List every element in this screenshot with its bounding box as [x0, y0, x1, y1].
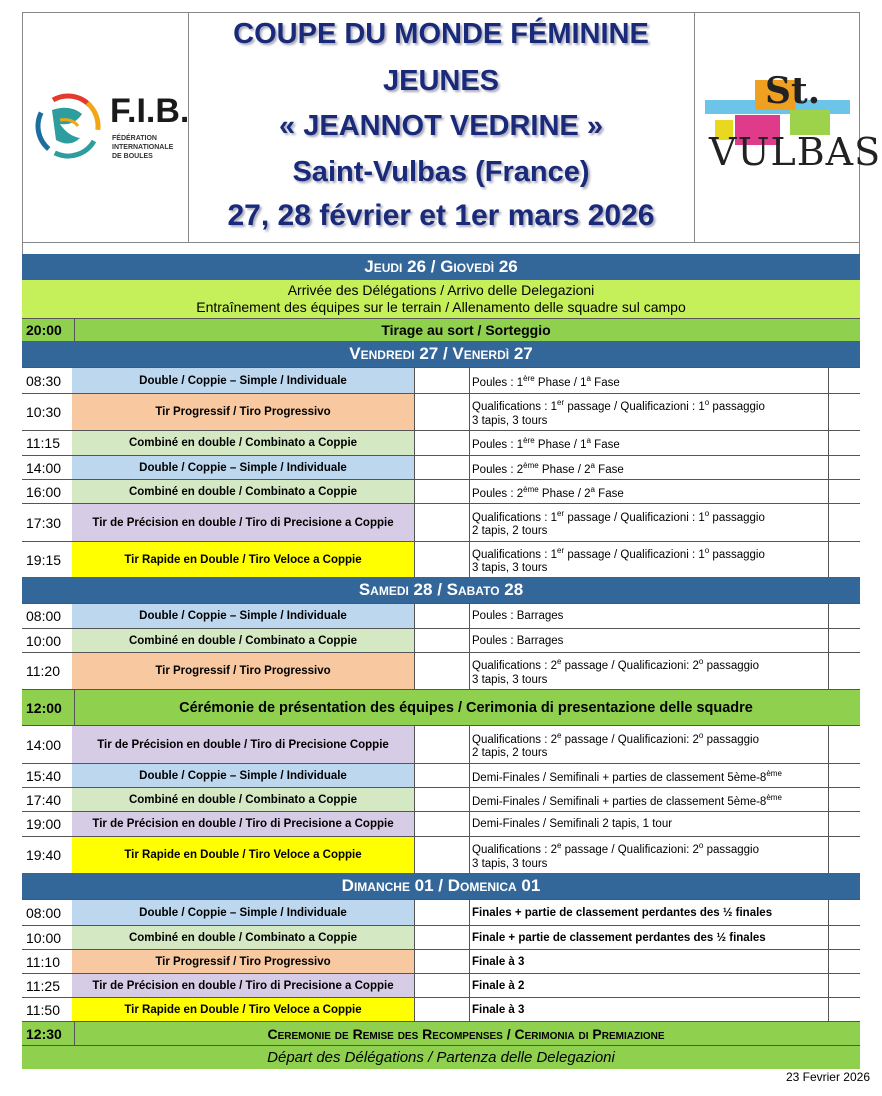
row-time: 11:50: [22, 998, 75, 1021]
st-vulbas-logo: [695, 70, 882, 190]
schedule-row: [22, 430, 860, 455]
title-line-3: « JEANNOT VEDRINE »: [279, 110, 603, 142]
row-event: Tir Rapide en Double / Tiro Veloce a Coppie: [72, 542, 415, 577]
row-description: [470, 456, 829, 479]
row-event: Tir de Précision en double / Tiro di Precisione a Coppie: [72, 812, 415, 836]
row-spacer: [415, 764, 470, 787]
row-description: [470, 974, 829, 997]
day-header-friday: Vendredi 27 / Venerdì 27: [22, 341, 860, 367]
row-description-line1: Finale à 2: [472, 979, 525, 992]
schedule-row: [22, 836, 860, 873]
row-description-line2: 3 tapis, 3 tours: [472, 562, 548, 575]
schedule-row: [22, 603, 860, 628]
row-event: Double / Coppie – Simple / Individuale: [72, 764, 415, 787]
row-description-line1: Qualifications : 2e passage / Qualificazioni: 2$^o$ passaggio: [472, 657, 759, 672]
training-line: Entraînement des équipes sur le terrain / Allenamento delle squadre sul campo: [196, 299, 686, 315]
row-event: Tir de Précision en double / Tiro di Precisione Coppie: [72, 726, 415, 763]
row-event: Tir Progressif / Tiro Progressivo: [72, 950, 415, 973]
row-description-line1: Finale à 3: [472, 955, 525, 968]
row-time: 11:10: [22, 950, 75, 973]
row-spacer: [415, 394, 470, 430]
row-description: [470, 542, 829, 577]
row-event: Double / Coppie – Simple / Individuale: [72, 604, 415, 628]
row-description-line1: Demi-Finales / Semifinali 2 tapis, 1 tour: [472, 818, 673, 830]
schedule-row: [22, 479, 860, 503]
schedule-row: [22, 725, 860, 763]
row-spacer: [415, 629, 470, 652]
row-description-line1: Qualifications : 1er passage / Qualificazioni : 1$^o$ passaggio: [472, 508, 765, 524]
row-event: Combiné en double / Combinato a Coppie: [72, 926, 415, 949]
row-event: Tir Rapide en Double / Tiro Veloce a Coppie: [72, 837, 415, 873]
row-event: Double / Coppie – Simple / Individuale: [72, 900, 415, 925]
row-description-line1: Qualifications : 1er passage / Qualificazioni : 1$^o$ passaggio: [472, 398, 765, 413]
row-spacer: [415, 542, 470, 577]
awards-time: 12:30: [22, 1022, 75, 1045]
row-spacer: [415, 926, 470, 949]
row-description: [470, 812, 829, 836]
row-description-line1: Finales + partie de classement perdantes des ½ finales: [472, 906, 773, 919]
row-time: 15:40: [22, 764, 75, 787]
schedule-row: [22, 811, 860, 836]
row-description-line1: Demi-Finales / Semifinali + parties de classement 5ème-8ème: [472, 768, 782, 784]
row-time: 19:40: [22, 837, 75, 873]
schedule-row: [22, 925, 860, 949]
schedule-row: [22, 541, 860, 577]
header-separator: [22, 242, 860, 243]
day-header-sunday: Dimanche 01 / Domenica 01: [22, 873, 860, 899]
row-time: 14:00: [22, 726, 75, 763]
row-event: Double / Coppie – Simple / Individuale: [72, 456, 415, 479]
row-description-line1: Poules : Barrages: [472, 610, 564, 622]
row-spacer: [415, 504, 470, 541]
schedule-row: [22, 652, 860, 689]
row-description: [470, 629, 829, 652]
draw-time: 20:00: [22, 319, 75, 341]
row-time: 10:00: [22, 926, 75, 949]
row-time: 08:00: [22, 604, 75, 628]
row-spacer: [415, 604, 470, 628]
row-event: Combiné en double / Combinato a Coppie: [72, 629, 415, 652]
row-spacer: [415, 456, 470, 479]
row-description-line1: Poules : Barrages: [472, 634, 564, 647]
draw-label: Tirage au sort / Sorteggio: [381, 322, 551, 338]
row-time: 11:25: [22, 974, 75, 997]
day-header-thursday: Jeudi 26 / Giovedì 26: [22, 254, 860, 280]
row-event: Tir de Précision en double / Tiro di Precisione a Coppie: [72, 504, 415, 541]
presentation-band: [22, 689, 860, 725]
row-description: [470, 480, 829, 503]
schedule-row: [22, 628, 860, 652]
title-line-1: COUPE DU MONDE FÉMININE: [233, 18, 649, 50]
row-event: Tir de Précision en double / Tiro di Precisione a Coppie: [72, 974, 415, 997]
row-time: 08:30: [22, 368, 75, 393]
row-description-line1: Poules : 1ère Phase / 1$^a$ Fase: [472, 436, 620, 451]
row-description: [470, 394, 829, 430]
row-description-line2: 3 tapis, 3 tours: [472, 673, 548, 686]
presentation-time: 12:00: [22, 690, 75, 725]
fib-logo-text: F.I.B.: [110, 92, 190, 130]
schedule-row: [22, 503, 860, 541]
schedule-row: [22, 455, 860, 479]
row-spacer: [415, 788, 470, 811]
schedule-row: [22, 393, 860, 430]
row-time: 08:00: [22, 900, 75, 925]
title-line-4: Saint-Vulbas (France): [292, 156, 590, 188]
row-spacer: [415, 950, 470, 973]
row-spacer: [415, 431, 470, 455]
row-event: Combiné en double / Combinato a Coppie: [72, 788, 415, 811]
st-vulbas-name: VULBAS: [709, 130, 882, 174]
row-time: 16:00: [22, 480, 75, 503]
schedule-row: [22, 949, 860, 973]
row-description: [470, 653, 829, 689]
row-spacer: [415, 726, 470, 763]
row-description: [470, 604, 829, 628]
row-time: 19:15: [22, 542, 75, 577]
row-description: [470, 788, 829, 811]
row-event: Tir Rapide en Double / Tiro Veloce a Coppie: [72, 998, 415, 1021]
row-time: 10:30: [22, 394, 75, 430]
day-header-saturday: Samedi 28 / Sabato 28: [22, 577, 860, 603]
row-event: Combiné en double / Combinato a Coppie: [72, 431, 415, 455]
st-vulbas-st: St.: [765, 70, 821, 112]
row-event: Double / Coppie – Simple / Individuale: [72, 368, 415, 393]
row-spacer: [415, 900, 470, 925]
row-spacer: [415, 812, 470, 836]
row-description-line1: Qualifications : 2e passage / Qualificazioni: 2$^o$ passaggio: [472, 730, 759, 746]
presentation-label: Cérémonie de présentation des équipes / Cerimonia di presentazione delle squadre: [179, 699, 753, 716]
document-date: 23 Fevrier 2026: [785, 1070, 870, 1084]
schedule-row: [22, 367, 860, 393]
row-time: 11:20: [22, 653, 75, 689]
row-description: [470, 837, 829, 873]
row-description-line1: Poules : 2ème Phase / 2$^a$ Fase: [472, 460, 624, 476]
row-spacer: [415, 368, 470, 393]
row-spacer: [415, 480, 470, 503]
row-event: Combiné en double / Combinato a Coppie: [72, 480, 415, 503]
row-description: [470, 900, 829, 925]
row-spacer: [415, 653, 470, 689]
departure-footer: Départ des Délégations / Partenza delle Delegazioni: [22, 1045, 860, 1069]
row-description: [470, 764, 829, 787]
awards-label: Ceremonie de Remise des Recompenses / Cerimonia di Premiazione: [267, 1025, 665, 1042]
schedule-row: [22, 763, 860, 787]
row-description-line2: 2 tapis, 2 tours: [472, 747, 548, 760]
row-time: 10:00: [22, 629, 75, 652]
row-description: [470, 998, 829, 1021]
schedule-row: [22, 899, 860, 925]
schedule-row: [22, 997, 860, 1021]
schedule-row: [22, 973, 860, 997]
title-line-5: 27, 28 février et 1er mars 2026: [227, 199, 655, 232]
row-time: 17:40: [22, 788, 75, 811]
row-description: [470, 504, 829, 541]
row-description: [470, 726, 829, 763]
row-time: 17:30: [22, 504, 75, 541]
row-description: [470, 926, 829, 949]
row-description-line2: 3 tapis, 3 tours: [472, 857, 548, 870]
row-description: [470, 950, 829, 973]
title-line-2: JEUNES: [382, 65, 500, 97]
row-description-line1: Poules : 2ème Phase / 2$^a$ Fase: [472, 484, 624, 500]
row-time: 19:00: [22, 812, 75, 836]
row-description: [470, 368, 829, 393]
draw-band: [22, 318, 860, 341]
row-description-line1: Finale à 3: [472, 1003, 525, 1016]
fib-logo: [30, 80, 190, 180]
row-event: Tir Progressif / Tiro Progressivo: [72, 653, 415, 689]
row-description-line1: Finale + partie de classement perdantes des ½ finales: [472, 931, 766, 944]
row-time: 14:00: [22, 456, 75, 479]
fib-logo-subtext: FÉDÉRATION INTERNATIONALE DE BOULES: [112, 135, 174, 160]
row-spacer: [415, 974, 470, 997]
row-spacer: [415, 998, 470, 1021]
row-description: [470, 431, 829, 455]
awards-band: [22, 1021, 860, 1045]
row-event: Tir Progressif / Tiro Progressivo: [72, 394, 415, 430]
row-description-line2: 2 tapis, 2 tours: [472, 525, 548, 538]
row-spacer: [415, 837, 470, 873]
row-description-line1: Qualifications : 1er passage / Qualificazioni : 1$^o$ passaggio: [472, 545, 765, 561]
row-time: 11:15: [22, 431, 75, 455]
arrival-line: Arrivée des Délégations / Arrivo delle Delegazioni: [287, 282, 595, 298]
arrival-info: [22, 280, 860, 318]
schedule-row: [22, 787, 860, 811]
row-description-line1: Qualifications : 2e passage / Qualificazioni: 2$^o$ passaggio: [472, 841, 759, 856]
row-description-line2: 3 tapis, 3 tours: [472, 414, 548, 427]
row-description-line1: Poules : 1ère Phase / 1$^a$ Fase: [472, 373, 620, 389]
row-description-line1: Demi-Finales / Semifinali + parties de classement 5ème-8ème: [472, 792, 782, 808]
